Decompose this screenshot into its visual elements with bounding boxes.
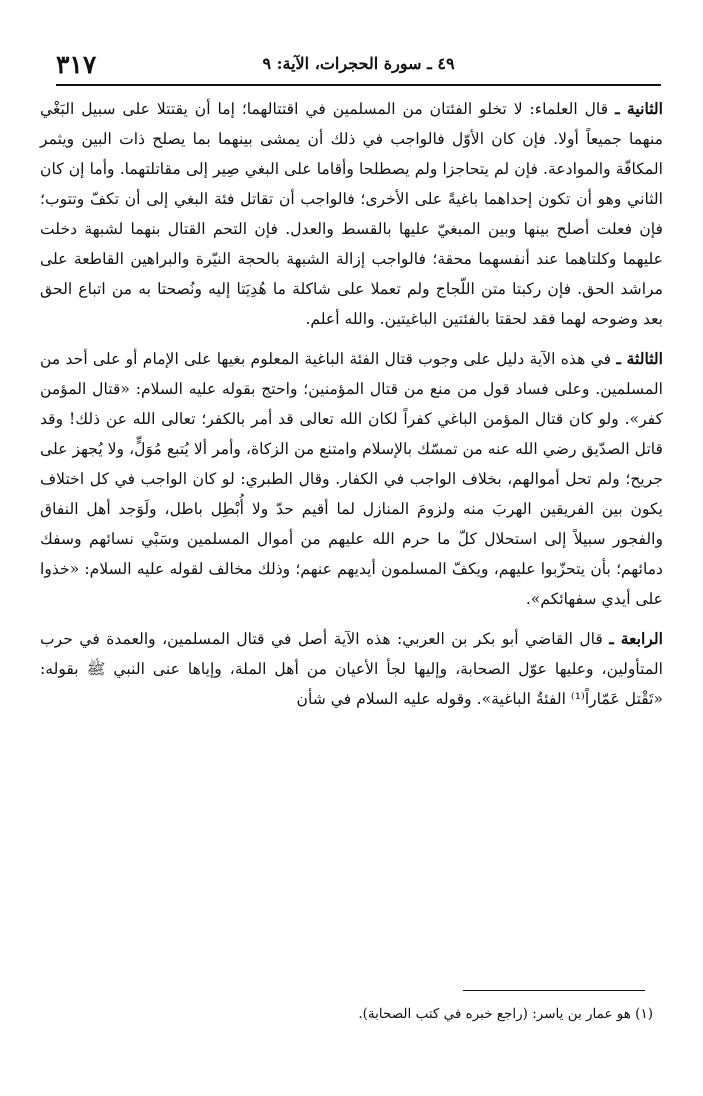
footnote-divider [463,990,645,991]
page-number: ٣١٧ [56,50,97,79]
paragraph-text: في هذه الآية دليل على وجوب قتال الفئة الباغية المعلوم بغيها على الإمام أو على أحد من المسلمين. وعلى فساد قول من منع من قتال المؤمنين؛ واحتج بقوله عليه السلام: «قتال المؤمن كفر». ولو كان قتال المؤمن الباغي كفراً لكان الله تعالى قد أمر بالكفر؛ تعالى الله عن ذلك! وقد قاتل الصدّيق رضي الله عنه من تمسّك بالإسلام وامتنع من الزكاة، وأمر ألا يُتبع مُوَلٍّ، ولا يُجهز على جريح؛ ولم تحل أموالهم، بخلاف الواجب في الكفار. وقال الطبري: لو كان الواجب في كل اختلاف يكون بين الفريقين الهربَ منه ولزومَ المنازل لما أقيم حدّ ولا أُبْطِل باطل، ولَوَجد أهل النفاق والفجور سبيلاً إلى استحلال كلّ ما حرم الله عليهم من أموال المسلمين وسَبْي نسائهم وسفك دمائهم؛ بأن يتحزّبوا عليهم، ويكفّ المسلمون أيديهم عنهم؛ وذلك مخالف لقوله عليه السلام: «خذوا على أيدي سفهائكم». [40,350,663,608]
page-body [40,94,663,724]
paragraph-lead: الثانية ـ [615,99,664,118]
paragraph-text: قال العلماء: لا تخلو الفئتان من المسلمين في اقتتالهما؛ إما أن يقتتلا على سبيل البَغْي منهما جميعاً أولا. فإن كان الأوّل فالواجب في ذلك أن يمشى بينهما بما يصلح ذات البين ويثمر المكافّة والموادعة. فإن لم يتحاجزا ولم يصطلحا وأقاما على البغي صِير إلى مقاتلتهما. وأما إن كان الثاني وهو أن تكون إحداهما باغيةً على الأخرى؛ فالواجب أن تقاتل فئة البغي إلى أن تكفّ وتتوب؛ فإن فعلت أصلح بينها وبين المبغيّ عليها بالقسط والعدل. فإن التحم القتال بنهما لشبهة دخلت عليهما وكلتاهما عند أنفسهما محقة؛ فالواجب إزالة الشبهة بالحجة النيّرة والبراهين القاطعة على مراشد الحق. فإن ركبتا متن اللّجاج ولم تعملا على شاكلة ما هُدِيَتا إليه ونُصحتا به من اتباع الحق بعد وضوحه لهما فقد لحقتا بالفئتين الباغيتين. والله أعلم. [40,100,663,328]
paragraph-fourth [40,624,663,714]
running-title: ٤٩ ـ سورة الحجرات، الآية: ٩ [262,54,455,73]
footnote: (١) هو عمار بن ياسر: (راجع خبره في كتب الصحابة). [358,1006,653,1022]
paragraph-second [40,94,663,334]
page-header [56,50,661,86]
paragraph-third [40,344,663,614]
paragraph-lead: الرابعة ـ [609,629,663,648]
paragraph-text: قال القاضي أبو بكر بن العربي: هذه الآية أصل في قتال المسلمين، والعمدة في حرب المتأولين، وعليها عوّل الصحابة، وإليها لجأ الأعيان من أهل الملة، وإياها عنى النبي ﷺ بقوله: «تَقْتل عَمّاراً⁽¹⁾ الفئةُ الباغية». وقوله عليه السلام في شأن [40,630,663,708]
paragraph-lead: الثالثة ـ [616,349,663,368]
